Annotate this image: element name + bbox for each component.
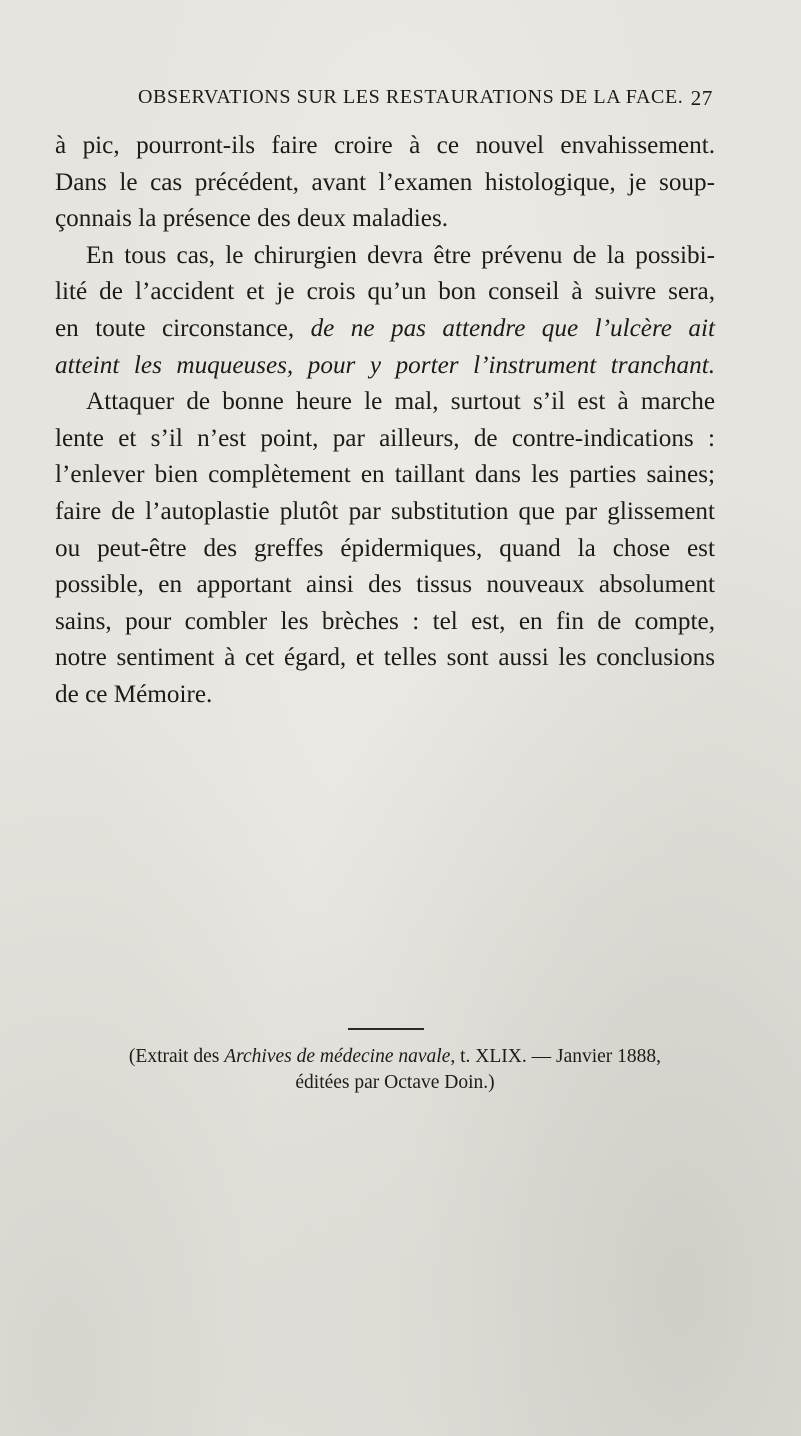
text-line: Dans le cas précédent, avant l’examen histologique, je soup-	[55, 168, 715, 196]
text-run: en toute circonstance,	[55, 314, 311, 342]
footnote-line-1	[55, 1044, 735, 1070]
text-line: Attaquer de bonne heure le mal, surtout s’il est à marche	[86, 388, 715, 416]
text-line: ou peut-être des greffes épidermiques, quand la chose est	[55, 534, 715, 562]
body-text	[55, 128, 715, 714]
text-line: de ce Mémoire.	[55, 680, 213, 708]
footnote-line-2: éditées par Octave Doin.)	[295, 1072, 495, 1093]
italic-line: atteint les muqueuses, pour y porter l’instrument tranchant.	[55, 351, 715, 379]
footnote-prefix: (Extrait des	[128, 1046, 225, 1067]
separator-rule	[348, 1028, 424, 1030]
footnote-suffix: , t. XLIX. — Janvier 1888,	[450, 1046, 662, 1067]
text-line: possible, en apportant ainsi des tissus nouveaux absolument	[55, 571, 715, 599]
text-line: notre sentiment à cet égard, et telles sont aussi les conclusions	[55, 644, 715, 672]
page-number: 27	[690, 86, 713, 110]
text-line: lité de l’accident et je crois qu’un bon conseil à suivre sera,	[55, 278, 715, 306]
text-line: sains, pour combler les brèches : tel est, en fin de compte,	[55, 607, 715, 635]
text-line-mixed	[55, 311, 715, 348]
footnote-journal: Archives de médecine navale	[224, 1046, 451, 1067]
running-header	[138, 86, 713, 116]
text-line: l’enlever bien complètement en taillant dans les parties saines;	[55, 461, 715, 489]
text-line: à pic, pourront-ils faire croire à ce nouvel envahissement.	[55, 132, 715, 159]
footnote	[55, 1044, 735, 1096]
text-line: lente et s’il n’est point, par ailleurs, de contre-indications :	[55, 424, 715, 452]
text-line: faire de l’autoplastie plutôt par substitution que par glissement	[55, 497, 715, 525]
italic-run: de ne pas attendre que l’ulcère ait	[310, 314, 715, 342]
text-line: En tous cas, le chirurgien devra être prévenu de la possibi-	[86, 241, 715, 269]
running-title: OBSERVATIONS SUR LES RESTAURATIONS DE LA FACE.	[138, 86, 684, 108]
text-line: çonnais la présence des deux maladies.	[55, 205, 449, 233]
